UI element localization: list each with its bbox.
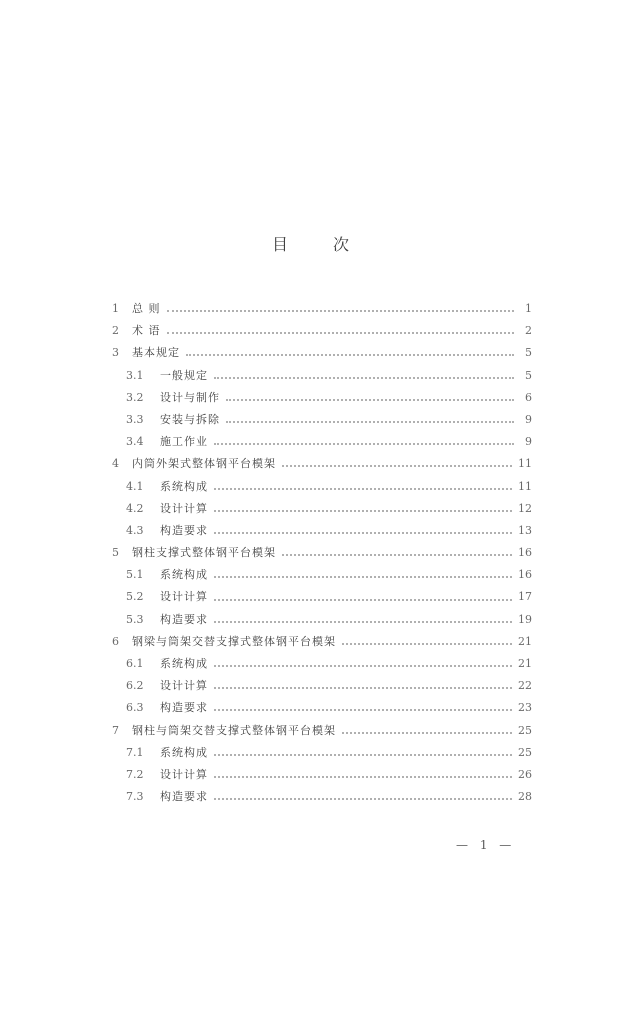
toc-dot-leader <box>282 465 512 467</box>
toc-entry-number: 4.3 <box>126 523 144 537</box>
toc-entry[interactable] <box>112 564 532 586</box>
toc-entry-title: 基本规定 <box>132 346 180 360</box>
toc-entry-number: 2 <box>112 324 119 338</box>
toc-entry[interactable] <box>112 742 532 764</box>
toc-entry[interactable] <box>112 697 532 719</box>
toc-entry-page: 13 <box>518 523 532 537</box>
toc-entry-number: 6 <box>112 634 119 648</box>
toc-entry-page: 2 <box>525 324 532 338</box>
toc-dot-leader <box>214 488 512 490</box>
toc-dot-leader <box>214 687 512 689</box>
toc-entry-number: 3.4 <box>126 435 144 449</box>
toc-entry-title: 系统构成 <box>160 568 208 582</box>
toc-dot-leader <box>226 399 514 401</box>
toc-entry-number: 3.3 <box>126 412 144 426</box>
toc-entry-title: 构造要求 <box>160 523 208 537</box>
toc-entry-title: 设计计算 <box>160 501 208 515</box>
toc-entry-number: 4 <box>112 457 119 471</box>
toc-dot-leader <box>186 354 514 356</box>
toc-entry-page: 22 <box>518 679 532 693</box>
toc-entry-number: 5 <box>112 546 119 560</box>
page-title: 目 次 <box>271 235 370 254</box>
toc-entry[interactable] <box>112 653 532 675</box>
toc-entry-page: 11 <box>518 479 532 493</box>
toc-dot-leader <box>214 798 512 800</box>
toc-entry-title: 钢柱与筒架交替支撑式整体钢平台模架 <box>132 723 336 737</box>
toc-entry-title: 构造要求 <box>160 790 208 804</box>
toc-entry-title: 系统构成 <box>160 479 208 493</box>
toc-entry-number: 7.1 <box>126 745 144 759</box>
toc-dot-leader <box>214 599 512 601</box>
toc-entry-number: 6.3 <box>126 701 144 715</box>
toc-dot-leader <box>214 665 512 667</box>
toc-entry[interactable] <box>112 298 532 320</box>
toc-entry-title: 系统构成 <box>160 745 208 759</box>
toc-entry-title: 设计与制作 <box>160 390 220 404</box>
toc-dot-leader <box>214 532 512 534</box>
toc-entry-number: 5.1 <box>126 568 144 582</box>
toc-entry-page: 16 <box>518 568 532 582</box>
toc-dot-leader <box>214 754 512 756</box>
toc-dot-leader <box>282 554 512 556</box>
toc-entry-page: 25 <box>518 745 532 759</box>
toc-entry[interactable] <box>112 409 532 431</box>
toc-entry[interactable] <box>112 675 532 697</box>
toc-entry[interactable] <box>112 453 532 475</box>
toc-entry-page: 1 <box>525 302 532 315</box>
toc-entry-page: 28 <box>518 790 532 804</box>
toc-entry[interactable] <box>112 786 532 808</box>
toc-entry-page: 21 <box>518 657 532 670</box>
toc-entry-number: 4.2 <box>126 501 144 515</box>
toc-entry-page: 11 <box>518 457 532 471</box>
toc-dot-leader <box>167 310 515 312</box>
toc-entry-page: 16 <box>518 546 532 560</box>
toc-entry-page: 6 <box>525 390 532 404</box>
toc-entry-page: 5 <box>525 346 532 360</box>
toc-dot-leader <box>226 421 514 423</box>
toc-dot-leader <box>214 776 512 778</box>
toc-entry[interactable] <box>112 342 532 364</box>
toc-entry-title: 一般规定 <box>160 368 208 382</box>
toc-entry-page: 19 <box>518 612 532 626</box>
toc-entry[interactable] <box>112 498 532 520</box>
toc-entry-title: 施工作业 <box>160 435 208 449</box>
toc-entry-page: 12 <box>518 501 532 515</box>
toc-dot-leader <box>342 643 512 645</box>
toc-entry-number: 3.2 <box>126 390 144 404</box>
toc-entry-title: 构造要求 <box>160 612 208 626</box>
toc-entry-number: 5.3 <box>126 612 144 626</box>
toc-entry[interactable] <box>112 387 532 409</box>
toc-entry-number: 5.2 <box>126 590 144 604</box>
toc-entry-page: 25 <box>518 723 532 737</box>
toc-entry-title: 内筒外架式整体钢平台模架 <box>132 457 276 471</box>
toc-entry-title: 构造要求 <box>160 701 208 715</box>
toc-entry-number: 7 <box>112 723 119 737</box>
toc-entry[interactable] <box>112 365 532 387</box>
toc-entry-number: 4.1 <box>126 479 144 493</box>
toc-entry-number: 7.2 <box>126 767 144 781</box>
toc-dot-leader <box>214 621 512 623</box>
toc-entry-number: 3 <box>112 346 119 360</box>
toc-entry-title: 术 语 <box>132 324 161 338</box>
toc-entry-title: 系统构成 <box>160 657 208 670</box>
toc-entry[interactable] <box>112 431 532 453</box>
toc-entry-title: 设计计算 <box>160 767 208 781</box>
toc-entry[interactable] <box>112 542 532 564</box>
toc-entry-title: 钢柱支撑式整体钢平台模架 <box>132 546 276 560</box>
toc-entry-page: 23 <box>518 701 532 715</box>
toc-entry-title: 安装与拆除 <box>160 412 220 426</box>
table-of-contents <box>112 298 532 808</box>
toc-entry-number: 6.2 <box>126 679 144 693</box>
toc-entry-number: 7.3 <box>126 790 144 804</box>
toc-entry-number: 6.1 <box>126 657 144 670</box>
toc-dot-leader <box>214 443 514 445</box>
toc-entry-title: 设计计算 <box>160 679 208 693</box>
toc-entry-number: 1 <box>112 302 119 315</box>
toc-dot-leader <box>167 332 515 334</box>
toc-dot-leader <box>214 709 512 711</box>
toc-entry-title: 钢梁与筒架交替支撑式整体钢平台模架 <box>132 634 336 648</box>
toc-entry[interactable] <box>112 764 532 786</box>
toc-entry-page: 9 <box>525 412 532 426</box>
toc-entry[interactable] <box>112 520 532 542</box>
toc-entry-number: 3.1 <box>126 368 144 382</box>
toc-entry-page: 21 <box>518 634 532 648</box>
toc-entry-page: 26 <box>518 767 532 781</box>
toc-entry[interactable] <box>112 609 532 631</box>
toc-entry[interactable] <box>112 631 532 653</box>
toc-entry[interactable] <box>112 586 532 608</box>
toc-dot-leader <box>214 510 512 512</box>
toc-entry-page: 5 <box>525 368 532 382</box>
toc-dot-leader <box>214 377 514 379</box>
toc-entry-title: 设计计算 <box>160 590 208 604</box>
toc-entry[interactable] <box>112 720 532 742</box>
toc-dot-leader <box>214 576 512 578</box>
toc-entry-page: 9 <box>525 435 532 449</box>
toc-dot-leader <box>342 732 512 734</box>
toc-entry[interactable] <box>112 320 532 342</box>
toc-entry-title: 总 则 <box>132 302 161 315</box>
toc-entry[interactable] <box>112 476 532 498</box>
toc-entry-page: 17 <box>518 590 532 604</box>
page-number: — 1 — <box>456 838 516 852</box>
